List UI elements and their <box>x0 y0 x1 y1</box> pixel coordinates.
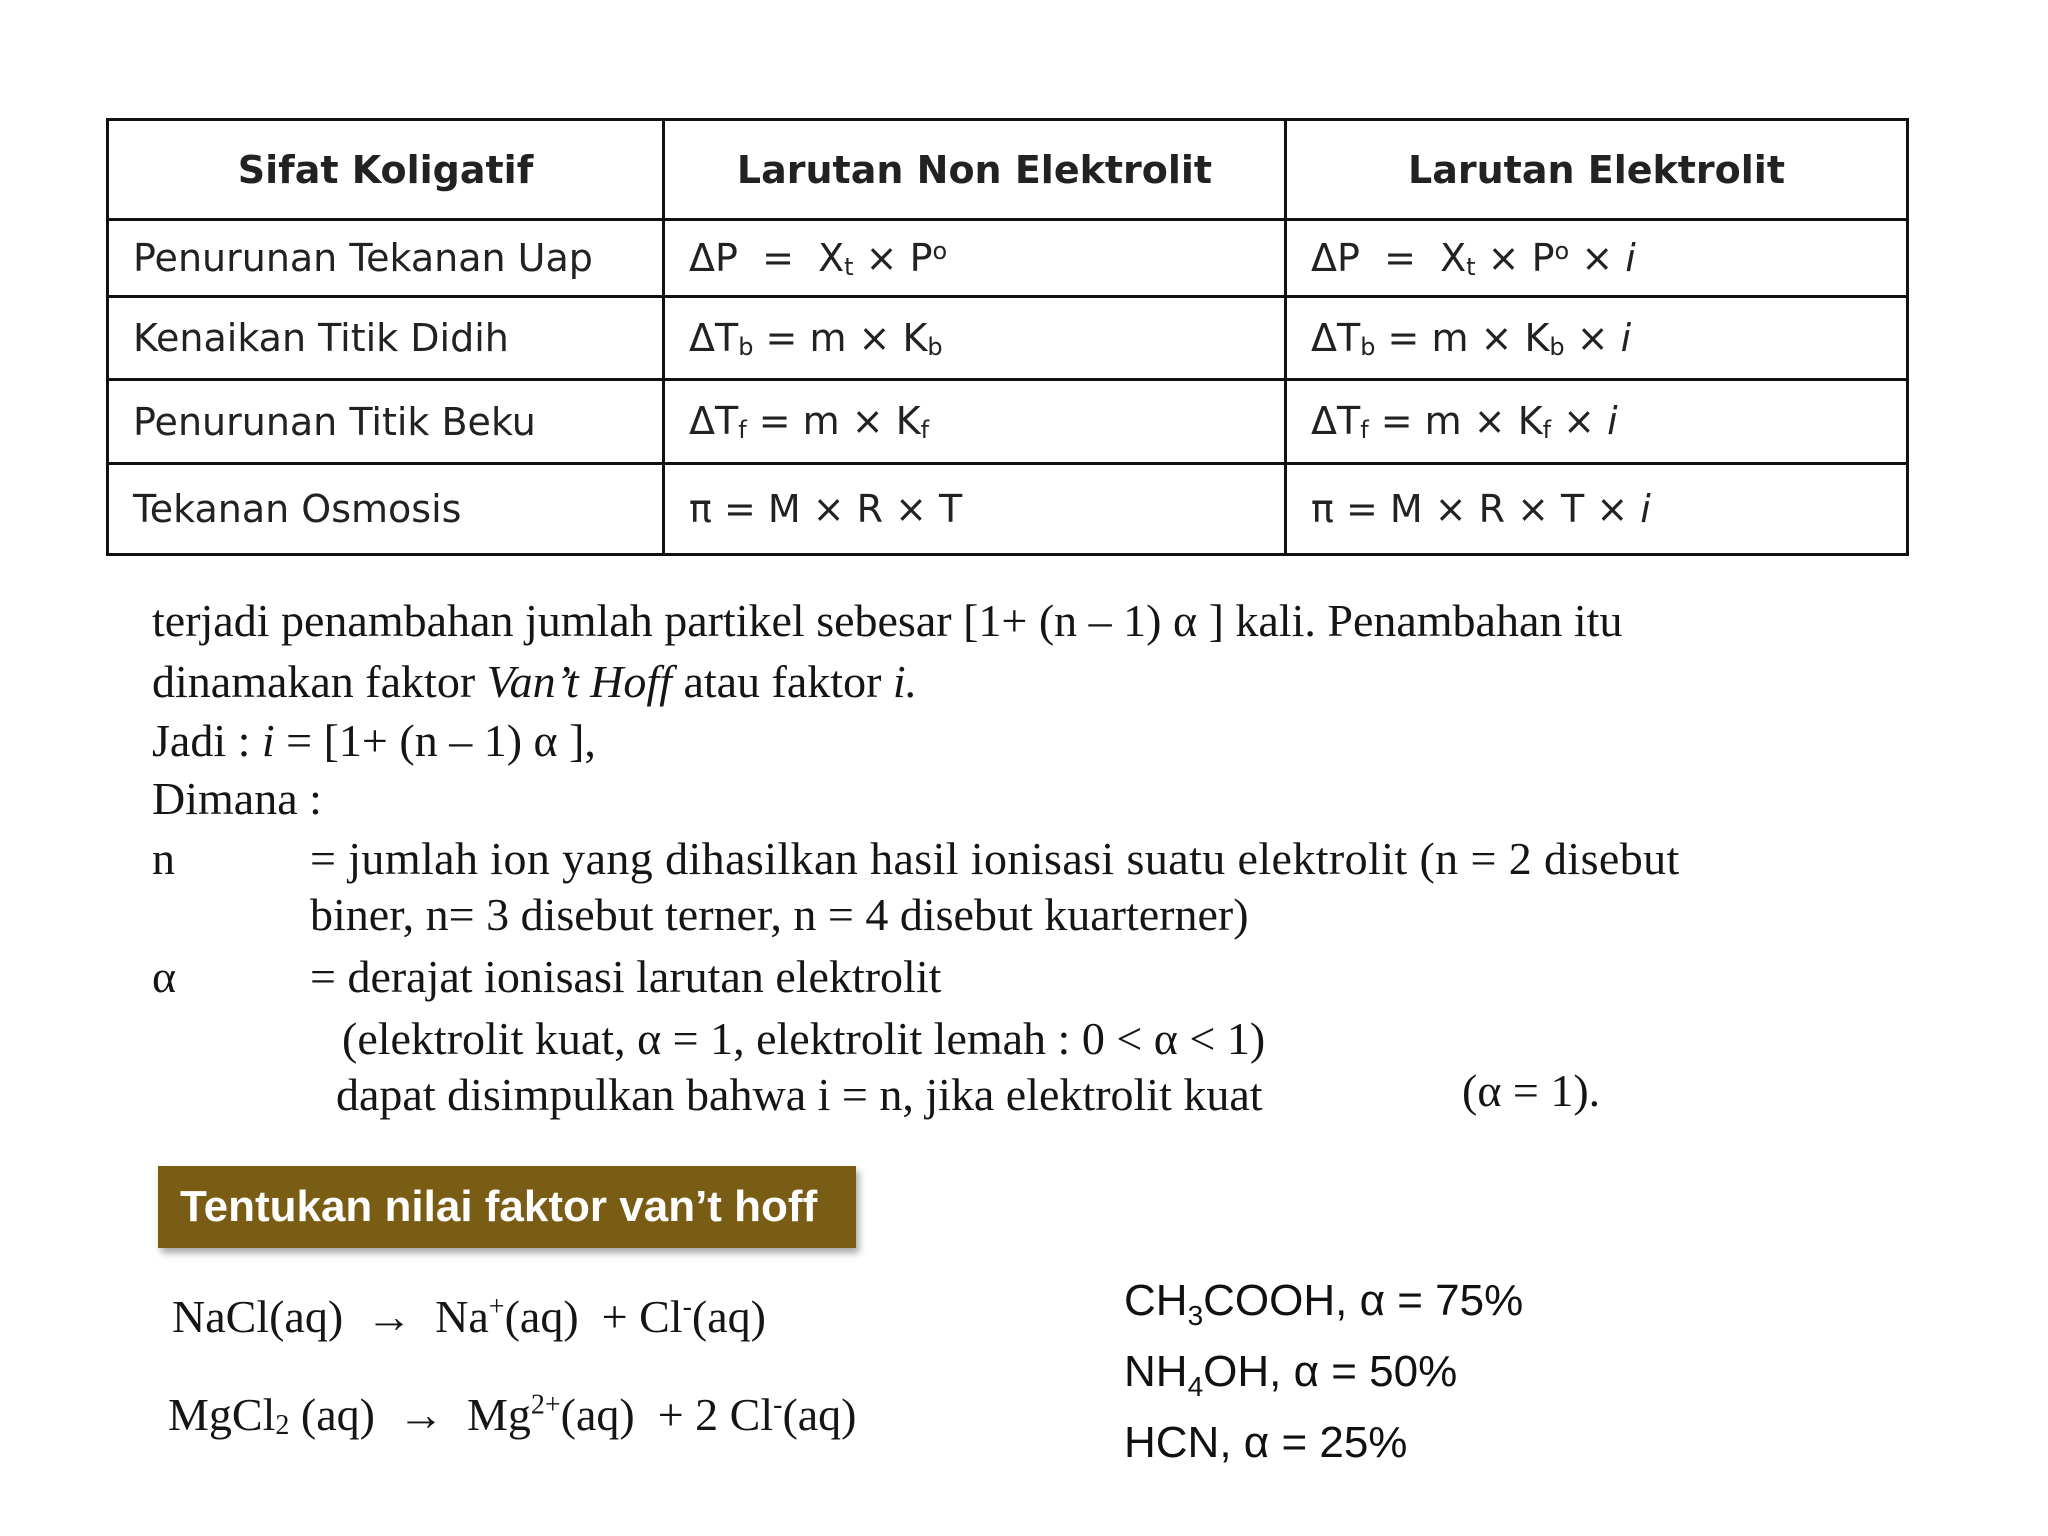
formula-sub: b <box>1549 332 1565 361</box>
variable-symbol: α <box>152 951 177 1002</box>
explanation-line: Dimana : <box>152 773 322 824</box>
variable-note: (elektrolit kuat, α = 1, elektrolit lemah : 0 < α < 1) <box>342 1013 1266 1064</box>
formula-sub: f <box>1542 416 1552 444</box>
formula-sub: b <box>738 332 754 361</box>
formula-text: × <box>1576 315 1609 360</box>
formula-text: π = M × R × T × <box>1311 487 1629 531</box>
explanation-line: Jadi : i = [1+ (n – 1) α ], <box>152 715 596 766</box>
formula-text: = m × K <box>1387 315 1550 360</box>
compound-item: HCN, α = 25% <box>1124 1418 1408 1467</box>
formula-text: × <box>1581 235 1614 280</box>
formula-text: × <box>865 235 898 280</box>
formula-text: = m × K <box>1380 399 1543 443</box>
property-cell: Penurunan Titik Beku <box>108 380 664 464</box>
conclusion-text: dapat disimpulkan bahwa i = n, jika elektrolit kuat <box>336 1069 1263 1120</box>
formula-text: ΔT <box>689 399 739 443</box>
formula-text: × <box>1563 399 1596 443</box>
formula-cell <box>664 380 1286 464</box>
variable-definition: = jumlah ion yang dihasilkan hasil ionisasi suatu elektrolit (n = 2 disebut <box>310 833 1680 884</box>
formula-italic: i <box>1607 399 1618 443</box>
formula-text: ΔT <box>689 315 739 360</box>
formula-cell <box>1286 220 1908 297</box>
formula-cell <box>1286 380 1908 464</box>
variable-definition: biner, n= 3 disebut terner, n = 4 disebut kuarterner) <box>310 889 1249 940</box>
formula-text: P <box>909 235 933 280</box>
table-row <box>108 220 1908 297</box>
table-row <box>108 297 1908 380</box>
formula-italic: i <box>1625 235 1636 280</box>
formula-text: X <box>1440 235 1467 280</box>
compound-item: $NH_4OH$, α = 50% <box>1124 1347 1458 1402</box>
table-header-row <box>108 120 1908 220</box>
formula-cell <box>664 220 1286 297</box>
colligative-properties-table <box>106 118 1909 556</box>
formula-sub: f <box>920 416 930 444</box>
table-row <box>108 380 1908 464</box>
table-row <box>108 464 1908 555</box>
formula-text: ΔP <box>1311 235 1360 280</box>
reaction-equation: NaCl(aq) → Na+(aq) + Cl-(aq) <box>172 1291 766 1342</box>
table-header: Sifat Koligatif <box>108 120 664 220</box>
formula-sup: o <box>932 236 948 265</box>
formula-cell: π = M × R × T <box>664 464 1286 555</box>
reaction-equation: MgCl2 $(aq) \to Mg^{2+}(aq) + 2$ Cl-(aq) <box>168 1389 857 1441</box>
property-cell: Penurunan Tekanan Uap <box>108 220 664 297</box>
formula-sub: t <box>1466 252 1476 281</box>
formula-text: X <box>818 235 845 280</box>
formula-text: = m × K <box>765 315 928 360</box>
formula-sup: o <box>1554 236 1570 265</box>
formula-text: × <box>1487 235 1520 280</box>
formula-text: = <box>762 235 794 280</box>
formula-sub: b <box>1360 332 1376 361</box>
formula-cell <box>1286 297 1908 380</box>
task-callout: Tentukan nilai faktor van’t hoff <box>158 1166 856 1248</box>
formula-italic: i <box>1640 487 1651 531</box>
formula-text: ΔT <box>1311 399 1361 443</box>
formula-sub: b <box>927 332 943 361</box>
formula-sub: f <box>738 416 747 444</box>
formula-text: ΔT <box>1311 315 1361 360</box>
formula-text: ΔP <box>689 235 738 280</box>
explanation-line: dinamakan faktor Van’t Hoff atau faktor i. <box>152 656 918 707</box>
formula-italic: i <box>1620 315 1632 360</box>
variable-symbol: n <box>152 833 175 884</box>
formula-sub: t <box>844 252 854 281</box>
conclusion-tail: (α = 1). <box>1462 1065 1601 1116</box>
property-cell: Kenaikan Titik Didih <box>108 297 664 380</box>
formula-cell <box>664 297 1286 380</box>
variable-definition: = derajat ionisasi larutan elektrolit <box>310 951 942 1002</box>
formula-text: = m × K <box>758 399 921 443</box>
explanation-line: terjadi penambahan jumlah partikel sebesar [1+ (n – 1) α ] kali. Penambahan itu <box>152 595 1623 646</box>
formula-cell <box>1286 464 1908 555</box>
formula-text: = <box>1384 235 1416 280</box>
formula-text: P <box>1531 235 1555 280</box>
formula-sub: f <box>1360 416 1369 444</box>
table-header: Larutan Non Elektrolit <box>664 120 1286 220</box>
property-cell: Tekanan Osmosis <box>108 464 664 555</box>
table-header: Larutan Elektrolit <box>1286 120 1908 220</box>
compound-item: $CH_3COOH$, α = 75% <box>1124 1276 1524 1331</box>
